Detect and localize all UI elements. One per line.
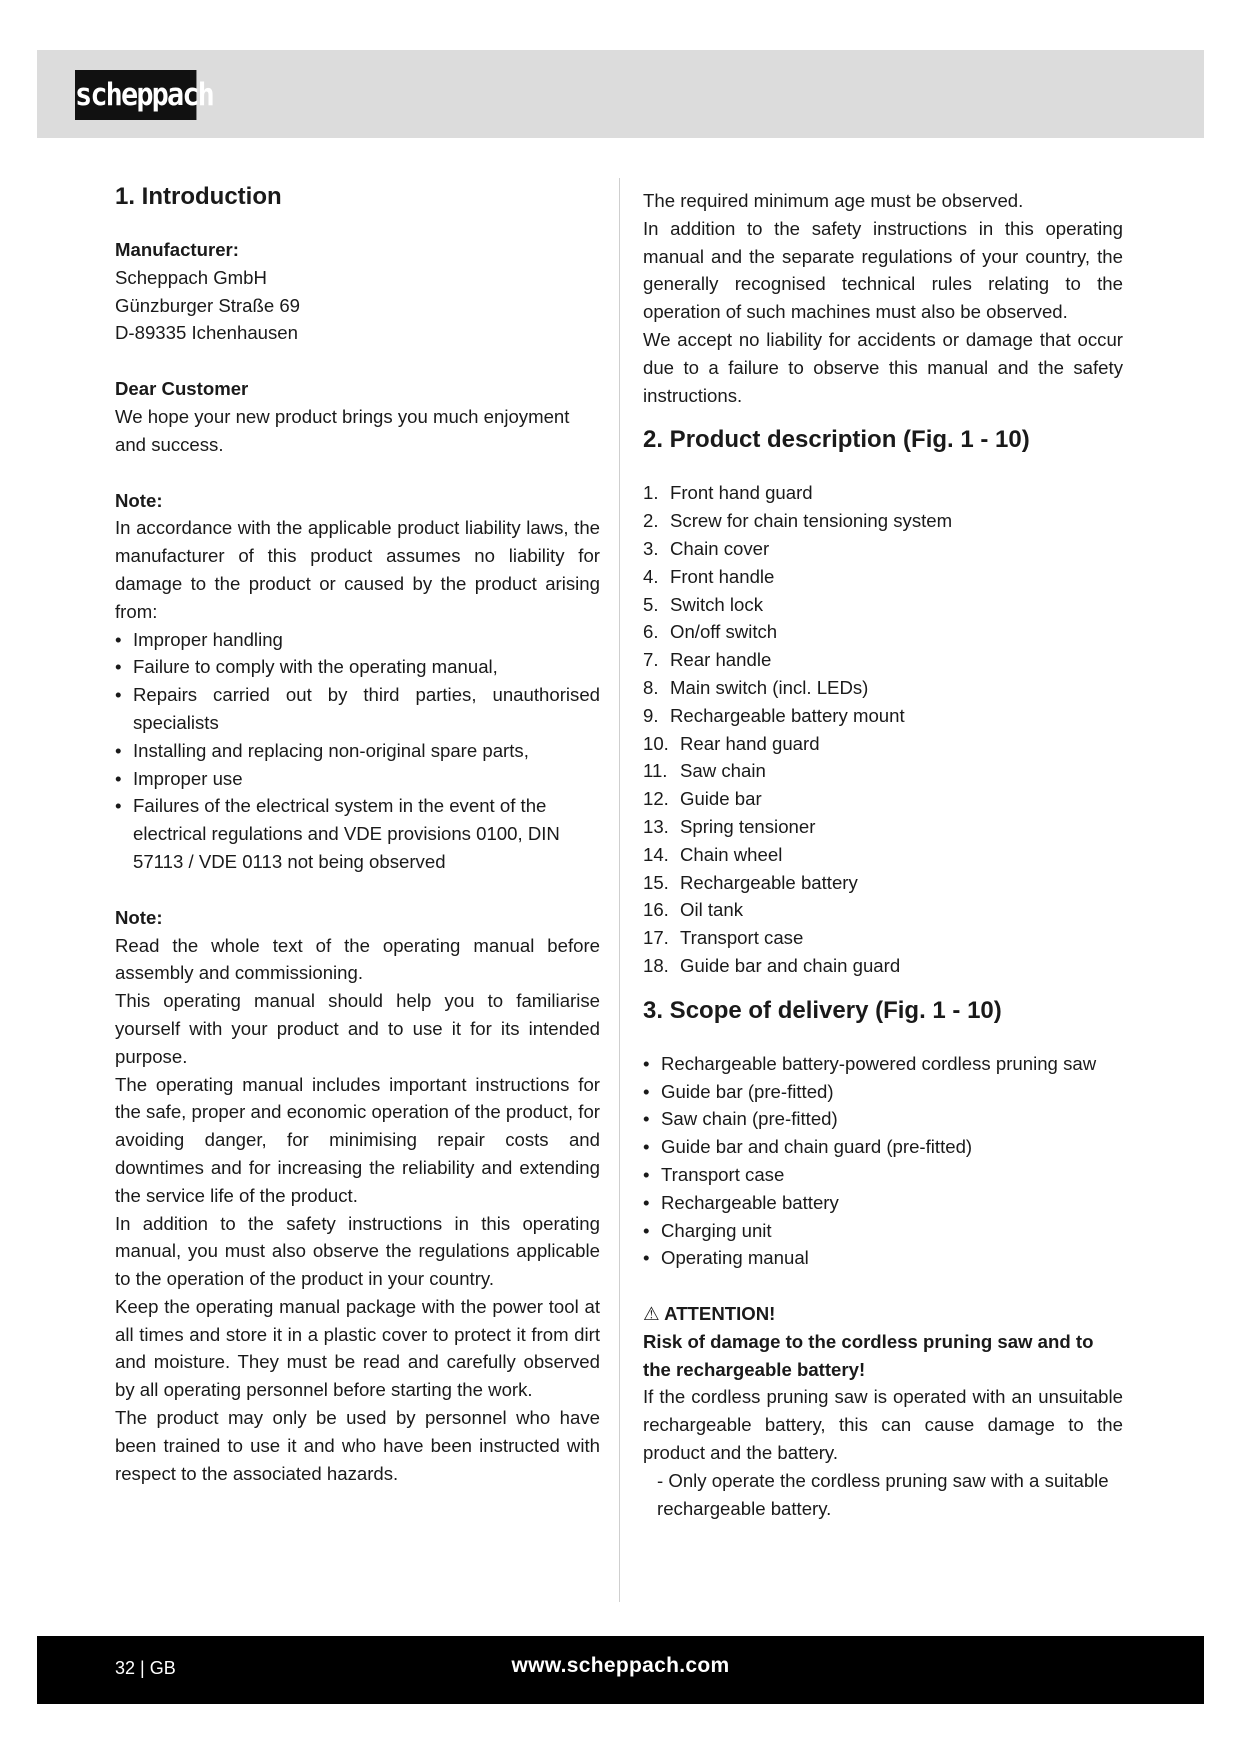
list-item: 13. Spring tensioner [643,815,816,837]
paragraph: In addition to the safety instructions in this operating manual and the separate regulations of your country, the generally recognised technical rules relating to the operation of such machines must also be observed. [643,217,1123,323]
list-item: • Saw chain (pre-fitted) [643,1105,1123,1133]
list-item: 2. Screw for chain tensioning system [643,510,953,532]
page-number: 32 | GB [115,1658,176,1678]
list-item: 4. Front handle [643,565,775,587]
list-item: 18. Guide bar and chain guard [643,954,901,976]
list-item: • Repairs carried out by third parties, unauthorised specialists [115,681,600,737]
note-label: Note: [115,906,163,928]
list-item: 10. Rear hand guard [643,732,820,754]
list-item: 11. Saw chain [643,760,766,782]
attention-subtitle: Risk of damage to the cordless pruning saw and to the rechargeable battery! [643,1330,1094,1380]
list-item: • Rechargeable battery-powered cordless pruning saw [643,1050,1123,1078]
website-link[interactable]: www.scheppach.com [511,1654,730,1677]
list-item: 8. Main switch (incl. LEDs) [643,676,869,698]
list-item: 9. Rechargeable battery mount [643,704,905,726]
right-column [643,180,1123,1522]
list-item: • Installing and replacing non-original spare parts, [115,737,600,765]
paragraph: Keep the operating manual package with the power tool at all times and store it in a plastic cover to protect it from dirt and moisture. They must be read and carefully observed by all operating personnel before starting the work. [115,1295,600,1401]
list-item: 3. Chain cover [643,537,770,559]
list-item: • Charging unit [643,1217,1123,1245]
liability-list [115,626,600,876]
scope-list [643,1050,1123,1272]
intro-heading: 1. Introduction [115,183,282,210]
column-divider [619,178,620,1602]
manufacturer-label: Manufacturer: [115,239,239,260]
note-text: In accordance with the applicable product liability laws, the manufacturer of this product assumes no liability for damage to the product or caused by the product arising from: [115,517,600,622]
list-item: 16. Oil tank [643,899,744,921]
paragraph: The required minimum age must be observed. [643,190,1024,211]
product-parts-list [643,479,1123,979]
attention-text: If the cordless pruning saw is operated with an unsuitable rechargeable battery, this can cause damage to the product and the battery. [643,1386,1123,1464]
page-header [37,50,1204,138]
attention-instruction: - Only operate the cordless pruning saw with a suitable rechargeable battery. [657,1469,1109,1519]
warning-icon: ⚠ [643,1303,660,1325]
left-column [115,180,600,1487]
paragraph: The product may only be used by personnel who have been trained to use it and who have been instructed with respect to the associated hazards. [115,1407,600,1484]
paragraph: The operating manual includes important instructions for the safe, proper and economic operation of the product, for avoiding danger, for minimising repair costs and downtimes and for increasing the reliability and extending the service life of the product. [115,1073,600,1206]
list-item: • Guide bar (pre-fitted) [643,1078,1123,1106]
list-item: 5. Switch lock [643,593,763,615]
dear-customer-text: We hope your new product brings you much enjoyment and success. [115,405,570,455]
list-item: • Failure to comply with the operating manual, [115,653,600,681]
list-item: • Improper handling [115,626,600,654]
list-item: 15. Rechargeable battery [643,871,858,893]
list-item: 7. Rear handle [643,649,772,671]
list-item: • Failures of the electrical system in the event of the electrical regulations and VDE provisions 0100, DIN 57113 / VDE 0113 not being observed [115,792,600,875]
list-item: 12. Guide bar [643,788,762,810]
manufacturer-line: Scheppach GmbH [115,266,267,288]
scheppach-logo: scheppach [75,70,196,120]
list-item: • Improper use [115,765,600,793]
dear-customer-label: Dear Customer [115,378,249,400]
note-label: Note: [115,489,163,511]
paragraph: This operating manual should help you to familiarise yourself with your product and to use it for its intended purpose. [115,990,600,1067]
list-item: • Operating manual [643,1244,1123,1272]
page-footer [37,1636,1204,1704]
list-item: 1. Front hand guard [643,482,813,504]
paragraph: Read the whole text of the operating manual before assembly and commissioning. [115,934,600,984]
list-item: • Rechargeable battery [643,1189,1123,1217]
attention-title: ⚠ ATTENTION! [643,1303,776,1325]
list-item: 14. Chain wheel [643,843,783,865]
paragraph: We accept no liability for accidents or damage that occur due to a failure to observe this manual and the safety instructions. [643,328,1123,406]
list-item: • Guide bar and chain guard (pre-fitted) [643,1133,1123,1161]
scope-of-delivery-heading: 3. Scope of delivery (Fig. 1 - 10) [643,996,1002,1024]
manufacturer-line: Günzburger Straße 69 [115,294,301,316]
list-item: 17. Transport case [643,927,804,949]
list-item: • Transport case [643,1161,1123,1189]
product-description-heading: 2. Product description (Fig. 1 - 10) [643,426,1030,454]
list-item: 6. On/off switch [643,621,778,643]
paragraph: In addition to the safety instructions in this operating manual, you must also observe the regulations applicable to the operation of the product in your country. [115,1212,600,1290]
manufacturer-line: D-89335 Ichenhausen [115,322,298,344]
